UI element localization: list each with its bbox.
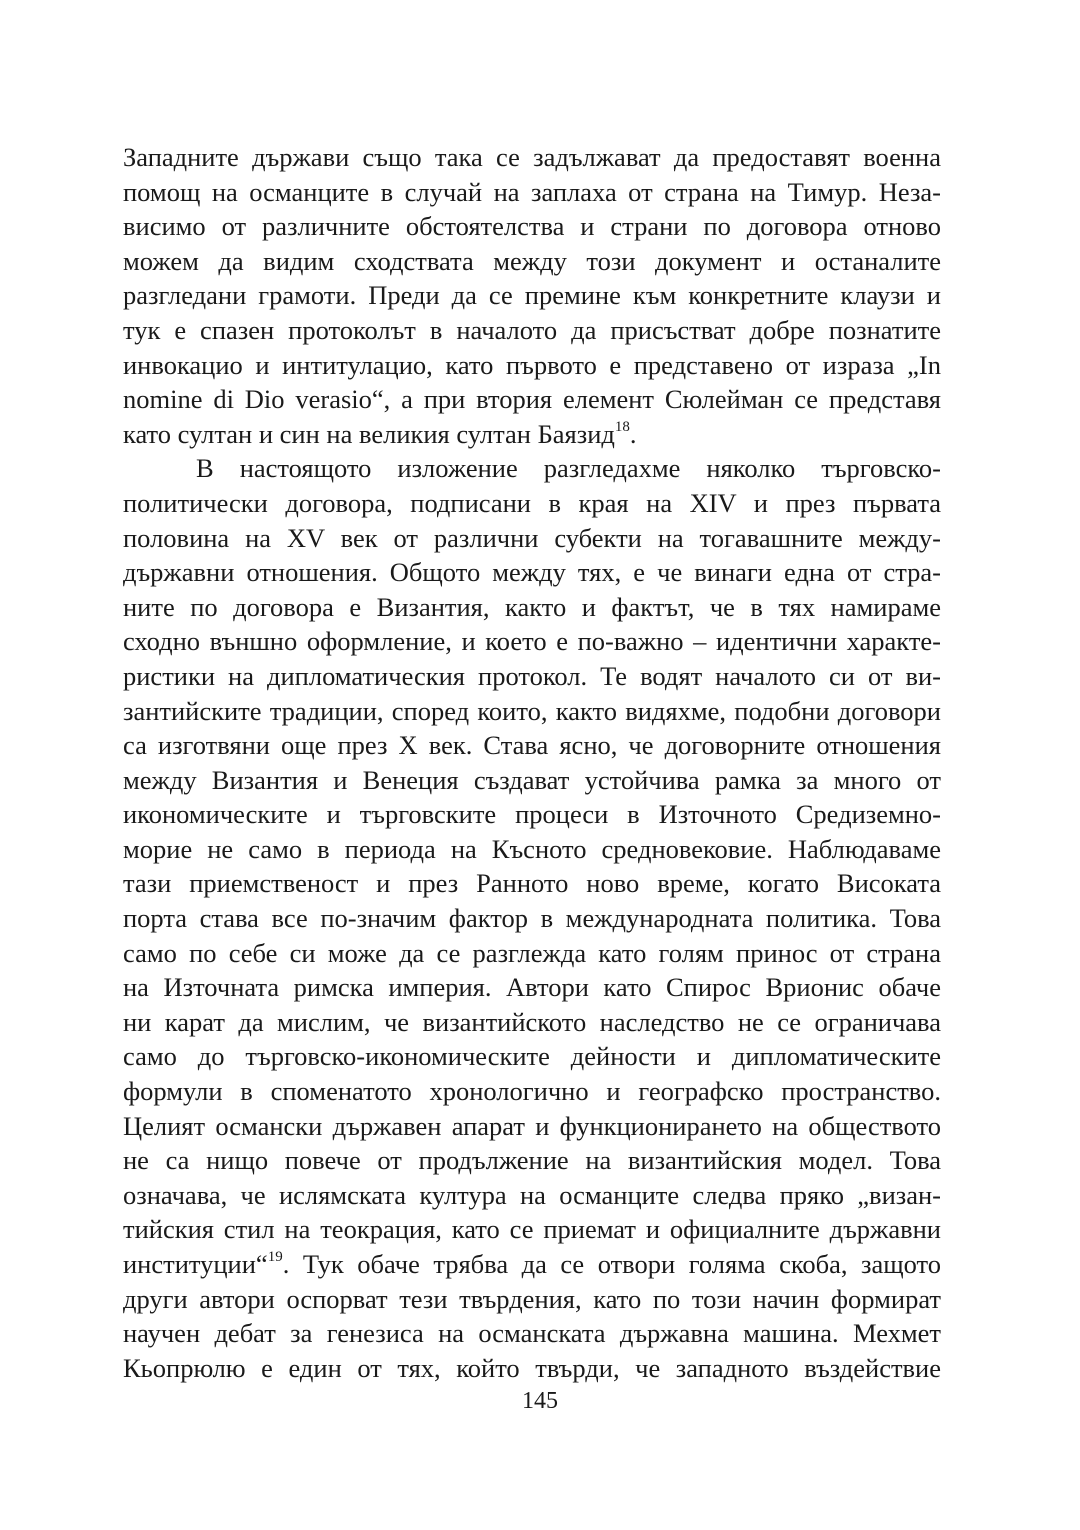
text-line: зантийските традиции, според които, както видяхме, подобни договори [123,695,941,726]
text-line: тийския стил на теокрация, като се приемат и официалните държавни [123,1214,941,1245]
text-line: висимо от различните обстоятелства и страни по договора отново [123,211,941,242]
text-line: разгледани грамоти. Преди да се премине към конкретните клаузи и [123,280,941,311]
text-line: половина на XV век от различни субекти на тогавашните между- [123,522,941,553]
text-line: други автори оспорват тези твърдения, като по този начин формират [123,1283,941,1314]
text-line: държавни отношения. Общото между тях, е че винаги една от стра- [123,557,941,588]
text-line: Кьопрюлю е един от тях, който твърди, че западното въздействие [123,1352,941,1383]
text-line: Целият османски държавен апарат и функционирането на обществото [123,1110,941,1141]
text-line: политически договора, подписани в края на XIV и през първата [123,487,941,518]
line-text: институции“ [123,1249,268,1279]
text-line: са изготвяни още през X век. Става ясно, че договорните отношения [123,730,941,761]
text-line: Западните държави също така се задължават да предоставят военна [123,142,941,172]
text-line: сходно външно оформление, и което е по-важно – идентични характе- [123,626,941,657]
text-line: помощ на османците в случай на заплаха от страна на Тимур. Неза- [123,176,941,207]
footnote-ref-19[interactable]: 19 [267,1249,283,1266]
paragraph-1 [123,140,941,451]
text-line [123,417,941,452]
line-text-tail: . [629,418,637,449]
footnote-ref-18[interactable]: 18 [614,418,630,435]
text-line: тази приемственост и през Ранното ново време, когато Високата [123,868,941,899]
text-line: научен дебат за генезиса на османската държавна машина. Мехмет [123,1318,941,1349]
text-line: морие не само в периода на Късното средновековие. Наблюдаваме [123,833,941,864]
text-line: nomine di Dio verasio“, а при втория елемент Сюлейман се представя [123,384,941,415]
text-line: икономическите и търговските процеси в Източното Средиземно- [123,799,941,830]
text-line: можем да видим сходствата между този документ и останалите [123,245,941,276]
text-line: порта става все по-значим фактор в международната политика. Това [123,903,941,934]
text-line: между Византия и Венеция създават устойчива рамка за много от [123,764,941,795]
line-text: като султан и син на великия султан Баязид [123,418,615,449]
text-line: само по себе си може да се разглежда като голям принос от страна [123,937,941,968]
text-line: ните по договора е Византия, както и фактът, че в тях намираме [123,591,941,622]
text-line: не са нищо повече от продължение на византийския модел. Това [123,1145,941,1176]
text-line: само до търговско-икономическите дейности и дипломатическите [123,1041,941,1072]
body-text [123,140,941,1385]
text-line: на Източната римска империя. Автори като Спирос Врионис обаче [123,972,941,1003]
line-text-tail: . Тук обаче трябва да се отвори голяма скоба, защото [282,1249,941,1279]
text-line: ни карат да мислим, че византийското наследство не се ограничава [123,1006,941,1037]
text-line: инвокацио и интитулацио, като първото е представено от израза „In [123,349,941,380]
text-line [123,1247,941,1282]
text-line: означава, че ислямската култура на османците следва пряко „визан- [123,1179,941,1210]
text-line: ристики на дипломатическия протокол. Те водят началото си от ви- [123,660,941,691]
text-line: тук е спазен протоколът в началото да присъстват добре познатите [123,314,941,345]
text-line: формули в споменатото хронологично и географско пространство. [123,1076,941,1107]
page-number: 145 [522,1388,558,1414]
paragraph-2 [123,451,941,1385]
text-line: В настоящото изложение разгледахме няколко търговско- [196,453,941,484]
